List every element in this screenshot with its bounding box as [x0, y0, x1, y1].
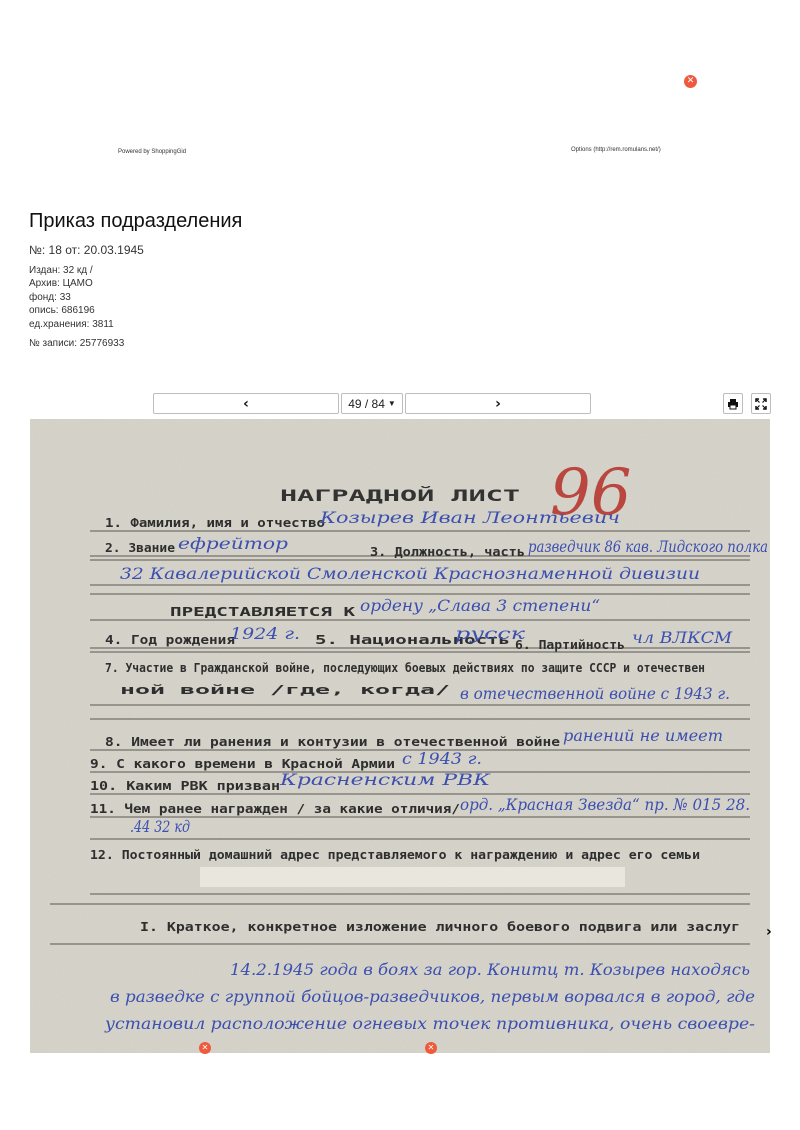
- form-field-label: 5. Национальность: [315, 633, 510, 647]
- form-field-label: 2. Звание: [105, 541, 175, 555]
- next-page-button[interactable]: [405, 393, 591, 414]
- narrative-line: установил расположение огневых точек противника, очень своевре-: [103, 1014, 755, 1033]
- handwritten-entry: ефрейтор: [178, 534, 288, 553]
- close-icon[interactable]: ✕: [199, 1042, 211, 1054]
- ad-close-icon[interactable]: ✕: [684, 75, 697, 88]
- ad-banner: [0, 0, 800, 175]
- narrative-line: 14.2.1945 года в боях за гор. Конитц т. Козырев находясь: [230, 960, 750, 979]
- print-button[interactable]: [723, 393, 743, 414]
- ad-powered-by[interactable]: Powered by ShoppingGid: [118, 149, 187, 155]
- award-sheet-scan: [30, 419, 770, 1053]
- record-number: №: 18 от: 20.03.1945: [29, 243, 144, 257]
- ad-options-link[interactable]: Options (http://rem.romulans.net/): [571, 147, 661, 153]
- handwritten-entry: чл ВЛКСМ: [632, 628, 733, 647]
- handwritten-entry: разведчик 86 кав. Лидского полка: [528, 537, 768, 556]
- form-field-label: ной войне /где, когда/: [120, 683, 450, 697]
- viewer-toolbar: [0, 393, 800, 415]
- page-indicator: 49 / 84: [348, 396, 385, 411]
- handwritten-entry: ранений не имеет: [563, 726, 723, 745]
- form-field-label: 7. Участие в Гражданской войне, последующих боевых действиях по защите СССР и отечествен: [105, 661, 705, 675]
- page-title: Приказ подразделения: [29, 210, 243, 232]
- sheet-heading: НАГРАДНОЙ ЛИСТ: [280, 486, 520, 505]
- record-id: № записи: 25776933: [29, 338, 125, 349]
- prev-page-button[interactable]: [153, 393, 339, 414]
- form-field-label: 8. Имеет ли ранения и контузии в отечественной войне: [105, 735, 560, 749]
- storage-unit: ед.хранения: 3811: [29, 318, 114, 330]
- caret-down-icon: ▼: [387, 399, 396, 408]
- form-field-label: ПРЕДСТАВЛЯЕТСЯ К: [170, 605, 357, 619]
- handwritten-entry: в отечественной войне с 1943 г.: [460, 684, 730, 703]
- form-field-label: 4. Год рождения: [105, 633, 235, 647]
- narrative-line: в разведке с группой бойцов-разведчиков, первым ворвался в город, где: [110, 987, 755, 1006]
- form-field-label: 11. Чем ранее награжден / за какие отличия/: [90, 802, 460, 816]
- handwritten-entry: 32 Кавалерийской Смоленской Краснознаменной дивизии: [120, 564, 700, 583]
- handwritten-entry: русск: [455, 624, 526, 643]
- print-icon: [727, 398, 739, 410]
- form-field-label: 12. Постоянный домашний адрес представляемого к награждению и адрес его семьи: [90, 848, 700, 862]
- archive: Архив: ЦАМО: [29, 278, 93, 289]
- chevron-right-icon[interactable]: ›: [766, 924, 772, 940]
- handwritten-entry: 1924 г.: [230, 624, 300, 643]
- form-field-label: 10. Каким РВК призван: [90, 779, 280, 793]
- issued-by: Издан: 32 кд /: [29, 264, 93, 276]
- handwritten-page-number: 96: [550, 456, 632, 530]
- fond: фонд: 33: [29, 291, 71, 303]
- form-field-label: 9. С какого времени в Красной Армии: [90, 757, 395, 771]
- chevron-left-icon: ‹: [243, 395, 249, 412]
- record-meta: [29, 244, 144, 351]
- opis: опись: 686196: [29, 305, 95, 316]
- redacted-address: [200, 867, 625, 887]
- handwritten-entry: ордену „Слава 3 степени“: [360, 596, 600, 615]
- form-field-label: 3. Должность, часть: [370, 545, 525, 559]
- close-icon[interactable]: ✕: [425, 1042, 437, 1054]
- form-field-label: 1. Фамилия, имя и отчество: [105, 516, 325, 530]
- handwritten-entry: орд. „Красная Звезда“ пр. № 015 28.: [460, 795, 750, 814]
- form-field-label: 6. Партийность: [515, 638, 625, 652]
- page-select[interactable]: [341, 393, 403, 414]
- chevron-right-icon: ›: [495, 395, 501, 412]
- form-field-label: I. Краткое, конкретное изложение личного боевого подвига или заслуг: [140, 920, 740, 934]
- handwritten-entry: с 1943 г.: [402, 749, 482, 768]
- handwritten-entry: Козырев Иван Леонтьевич: [318, 508, 620, 527]
- fullscreen-button[interactable]: [751, 393, 771, 414]
- handwritten-entry: Красненским РВК: [278, 770, 491, 789]
- handwritten-entry: .44 32 кд: [130, 817, 190, 836]
- fullscreen-icon: [755, 398, 767, 410]
- document-image: [30, 419, 770, 1053]
